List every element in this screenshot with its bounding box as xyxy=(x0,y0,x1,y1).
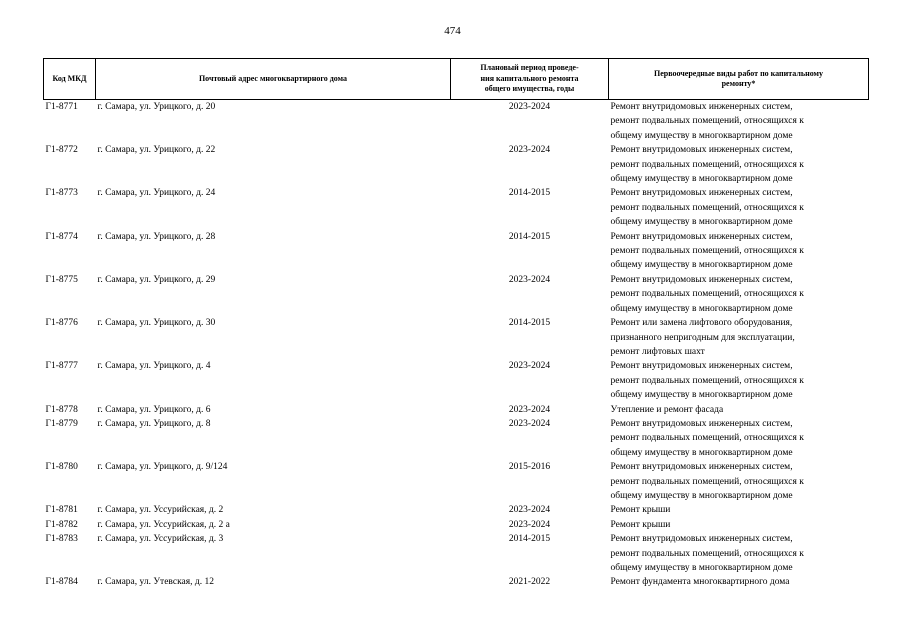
postal-address: г. Самара, ул. Урицкого, д. 22 xyxy=(97,145,216,156)
table-row xyxy=(44,230,869,273)
header-code: Код МКД xyxy=(44,59,96,100)
works-line: ремонт подвальных помещений, относящихся к xyxy=(610,289,804,300)
repair-period: 2023-2024 xyxy=(508,361,551,372)
table-row xyxy=(44,503,869,517)
works-line: Ремонт внутридомовых инженерных систем, xyxy=(610,462,793,473)
works-line: ремонт подвальных помещений, относящихся к xyxy=(610,116,804,127)
repair-period: 2021-2022 xyxy=(508,577,551,588)
mkd-code: Г1-8779 xyxy=(45,418,78,429)
works-line: общему имуществу в многоквартирном доме xyxy=(610,303,793,314)
repair-period: 2014-2015 xyxy=(508,231,551,242)
works-line: общему имуществу в многоквартирном доме xyxy=(610,390,793,401)
works-line: общему имуществу в многоквартирном доме xyxy=(610,260,793,271)
repair-period: 2023-2024 xyxy=(508,505,551,516)
table-row xyxy=(44,518,869,532)
header-address: Почтовый адрес многоквартирного дома xyxy=(96,59,451,100)
mkd-code: Г1-8781 xyxy=(45,505,78,516)
postal-address: г. Самара, ул. Урицкого, д. 6 xyxy=(97,404,211,415)
works-line: Ремонт внутридомовых инженерных систем, xyxy=(610,188,793,199)
mkd-code: Г1-8772 xyxy=(45,145,78,156)
postal-address: г. Самара, ул. Урицкого, д. 28 xyxy=(97,231,216,242)
priority-works xyxy=(609,518,869,532)
works-line: Ремонт крыши xyxy=(610,505,671,516)
table-row xyxy=(44,316,869,359)
works-line: общему имуществу в многоквартирном доме xyxy=(610,490,793,501)
table-body xyxy=(44,100,869,590)
mkd-code: Г1-8777 xyxy=(45,361,78,372)
priority-works xyxy=(609,575,869,589)
works-line: Ремонт внутридомовых инженерных систем, xyxy=(610,418,793,429)
priority-works xyxy=(609,316,869,359)
mkd-code: Г1-8773 xyxy=(45,188,78,199)
postal-address: г. Самара, ул. Урицкого, д. 4 xyxy=(97,361,211,372)
repair-period: 2023-2024 xyxy=(508,102,551,112)
priority-works xyxy=(609,359,869,402)
priority-works xyxy=(609,503,869,517)
works-line: Ремонт или замена лифтового оборудования, xyxy=(610,318,793,329)
works-line: Ремонт внутридомовых инженерных систем, xyxy=(610,145,793,156)
postal-address: г. Самара, ул. Уссурийская, д. 2 а xyxy=(97,519,230,530)
mkd-code: Г1-8780 xyxy=(45,462,78,473)
works-line: Ремонт внутридомовых инженерных систем, xyxy=(610,361,793,372)
priority-works xyxy=(609,417,869,460)
table-row xyxy=(44,100,869,144)
postal-address: г. Самара, ул. Урицкого, д. 24 xyxy=(97,188,216,199)
capital-repair-table xyxy=(43,58,869,590)
works-line: ремонт подвальных помещений, относящихся к xyxy=(610,548,804,559)
postal-address: г. Самара, ул. Урицкого, д. 30 xyxy=(97,318,216,329)
repair-period: 2014-2015 xyxy=(508,188,551,199)
repair-period: 2023-2024 xyxy=(508,519,551,530)
mkd-code: Г1-8774 xyxy=(45,231,78,242)
repair-period: 2015-2016 xyxy=(508,462,551,473)
page-number: 474 xyxy=(444,25,461,37)
postal-address: г. Самара, ул. Утевская, д. 12 xyxy=(97,577,214,588)
works-line: общему имуществу в многоквартирном доме xyxy=(610,563,793,573)
mkd-code: Г1-8778 xyxy=(45,404,78,415)
priority-works xyxy=(609,460,869,503)
repair-period: 2023-2024 xyxy=(508,145,551,156)
mkd-code: Г1-8784 xyxy=(45,577,78,588)
mkd-code: Г1-8771 xyxy=(45,102,78,112)
table-header-row xyxy=(44,59,869,100)
repair-period: 2014-2015 xyxy=(508,534,551,545)
repair-period: 2023-2024 xyxy=(508,404,551,415)
priority-works xyxy=(609,230,869,273)
works-line: общему имуществу в многоквартирном доме xyxy=(610,130,793,141)
works-line: общему имуществу в многоквартирном доме xyxy=(610,217,793,228)
postal-address: г. Самара, ул. Уссурийская, д. 3 xyxy=(97,534,224,545)
repair-period: 2023-2024 xyxy=(508,418,551,429)
mkd-code: Г1-8776 xyxy=(45,318,78,329)
header-period-line: ния капитального ремонта xyxy=(480,73,579,83)
table-row xyxy=(44,532,869,575)
priority-works xyxy=(609,100,869,144)
works-line: ремонт подвальных помещений, относящихся к xyxy=(610,159,804,170)
table-row xyxy=(44,575,869,589)
priority-works xyxy=(609,143,869,186)
table-row xyxy=(44,143,869,186)
postal-address: г. Самара, ул. Урицкого, д. 20 xyxy=(97,102,216,112)
postal-address: г. Самара, ул. Урицкого, д. 29 xyxy=(97,274,216,285)
works-line: Ремонт внутридомовых инженерных систем, xyxy=(610,231,793,242)
header-period xyxy=(451,59,609,100)
repair-period: 2023-2024 xyxy=(508,274,551,285)
priority-works xyxy=(609,186,869,229)
works-line: ремонт подвальных помещений, относящихся к xyxy=(610,476,804,487)
works-line: Ремонт внутридомовых инженерных систем, xyxy=(610,534,793,545)
works-line: ремонт лифтовых шахт xyxy=(610,346,705,357)
header-works-line: Первоочередные виды работ по капитальному xyxy=(653,68,823,78)
works-line: Утепление и ремонт фасада xyxy=(610,404,724,415)
mkd-code: Г1-8783 xyxy=(45,534,78,545)
works-line: общему имуществу в многоквартирном доме xyxy=(610,447,793,458)
postal-address: г. Самара, ул. Урицкого, д. 8 xyxy=(97,418,211,429)
mkd-code: Г1-8775 xyxy=(45,274,78,285)
works-line: Ремонт фундамента многоквартирного дома xyxy=(610,577,790,588)
works-line: ремонт подвальных помещений, относящихся к xyxy=(610,246,804,257)
repair-period: 2014-2015 xyxy=(508,318,551,329)
priority-works xyxy=(609,273,869,316)
priority-works xyxy=(609,403,869,417)
table-row xyxy=(44,359,869,402)
header-period-line: общего имущества, годы xyxy=(484,84,575,94)
mkd-code: Г1-8782 xyxy=(45,519,78,530)
table-row xyxy=(44,403,869,417)
table-row xyxy=(44,460,869,503)
header-works xyxy=(609,59,869,100)
postal-address: г. Самара, ул. Уссурийская, д. 2 xyxy=(97,505,224,516)
header-works-line: ремонту* xyxy=(721,79,756,88)
postal-address: г. Самара, ул. Урицкого, д. 9/124 xyxy=(97,462,228,473)
works-line: признанного непригодным для эксплуатации, xyxy=(610,332,795,343)
table-row xyxy=(44,273,869,316)
works-line: общему имуществу в многоквартирном доме xyxy=(610,174,793,185)
works-line: ремонт подвальных помещений, относящихся к xyxy=(610,433,804,444)
works-line: ремонт подвальных помещений, относящихся к xyxy=(610,375,804,386)
works-line: Ремонт внутридомовых инженерных систем, xyxy=(610,102,793,112)
header-period-line: Плановый период проведе- xyxy=(480,63,579,73)
table-row xyxy=(44,186,869,229)
priority-works xyxy=(609,532,869,575)
works-line: ремонт подвальных помещений, относящихся к xyxy=(610,202,804,213)
table-row xyxy=(44,417,869,460)
works-line: Ремонт внутридомовых инженерных систем, xyxy=(610,274,793,285)
works-line: Ремонт крыши xyxy=(610,519,671,530)
